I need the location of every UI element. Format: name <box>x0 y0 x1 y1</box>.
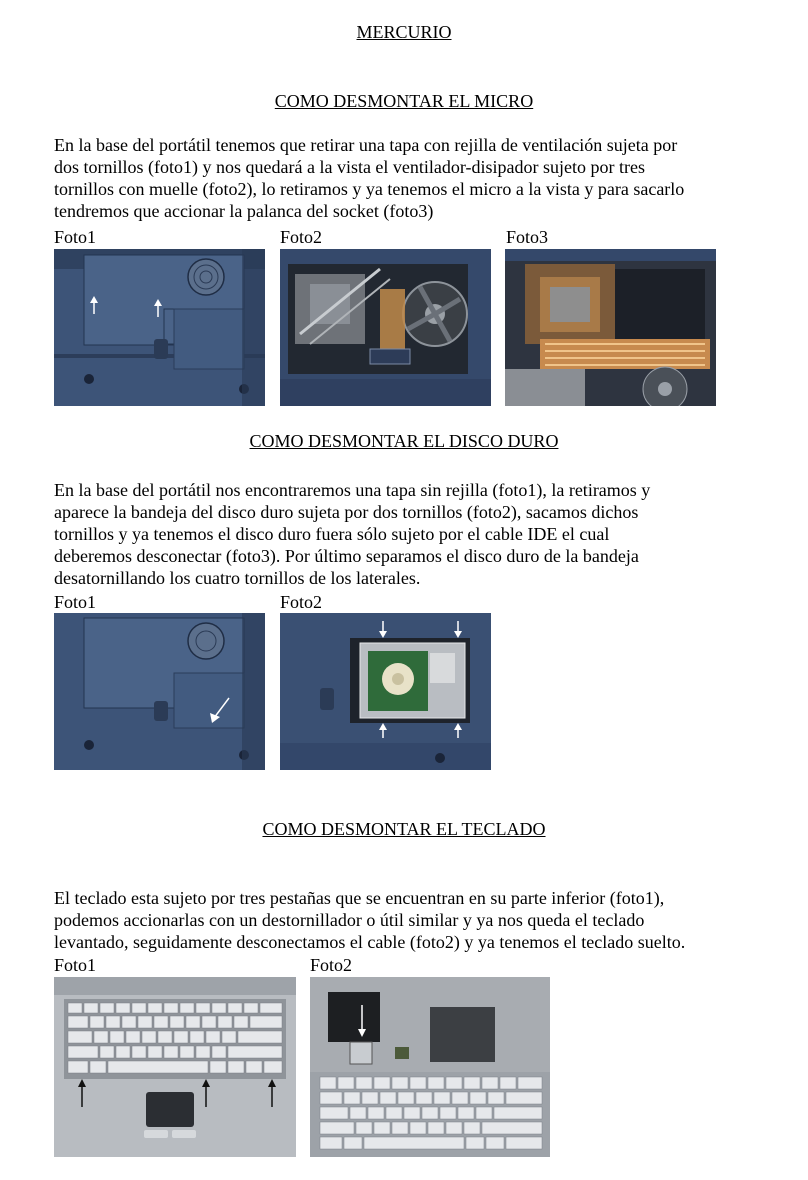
text-line: El teclado esta sujeto por tres pestañas que se encuentran en su parte inferior (foto1), <box>54 888 665 908</box>
photo-fan-heatsink <box>280 249 491 406</box>
photo-label-foto2: Foto2 <box>280 227 323 247</box>
section-heading-disco: COMO DESMONTAR EL DISCO DURO <box>249 431 559 451</box>
photo-cpu-socket <box>505 249 716 406</box>
photo-label-foto1: Foto1 <box>54 955 97 975</box>
photo-label-foto1: Foto1 <box>54 592 97 612</box>
photo-keyboard-cable <box>310 977 550 1157</box>
photo-label-foto1: Foto1 <box>54 227 97 247</box>
text-line: podemos accionarlas con un destornillador o útil similar y ya nos queda el teclado <box>54 910 645 930</box>
section-heading-teclado: COMO DESMONTAR EL TECLADO <box>262 819 546 839</box>
photo-laptop-base-vent <box>54 249 265 406</box>
text-line: tendremos que accionar la palanca del socket (foto3) <box>54 201 434 221</box>
text-line: deberemos desconectar (foto3). Por último separamos el disco duro de la bandeja <box>54 546 639 566</box>
text-line: levantado, seguidamente desconectamos el cable (foto2) y ya tenemos el teclado suelto. <box>54 932 686 952</box>
photo-label-foto2: Foto2 <box>280 592 323 612</box>
text-line: En la base del portátil tenemos que retirar una tapa con rejilla de ventilación sujeta por <box>54 135 678 155</box>
photo-keyboard-tabs <box>54 977 296 1157</box>
photo-laptop-base-hdd <box>54 613 265 770</box>
text-line: desatornillando los cuatro tornillos de los laterales. <box>54 568 421 588</box>
text-line: tornillos y ya tenemos el disco duro fuera sólo sujeto por el cable IDE el cual <box>54 524 610 544</box>
photo-hard-disk-tray <box>280 613 491 770</box>
section-text-disco <box>54 479 774 589</box>
text-line: dos tornillos (foto1) y nos quedará a la vista el ventilador-disipador sujeto por tres <box>54 157 646 177</box>
text-line: tornillos con muelle (foto2), lo retiramos y ya tenemos el micro a la vista y para sacarlo <box>54 179 685 199</box>
photo-label-foto2: Foto2 <box>310 955 353 975</box>
section-heading-micro: COMO DESMONTAR EL MICRO <box>274 91 534 111</box>
section-text-teclado <box>54 887 774 953</box>
photo-label-foto3: Foto3 <box>506 227 549 247</box>
text-line: aparece la bandeja del disco duro sujeta por dos tornillos (foto2), sacamos dichos <box>54 502 639 522</box>
page-title: MERCURIO <box>356 22 452 42</box>
section-text-micro <box>54 134 774 222</box>
text-line: En la base del portátil nos encontraremos una tapa sin rejilla (foto1), la retiramos y <box>54 480 651 500</box>
